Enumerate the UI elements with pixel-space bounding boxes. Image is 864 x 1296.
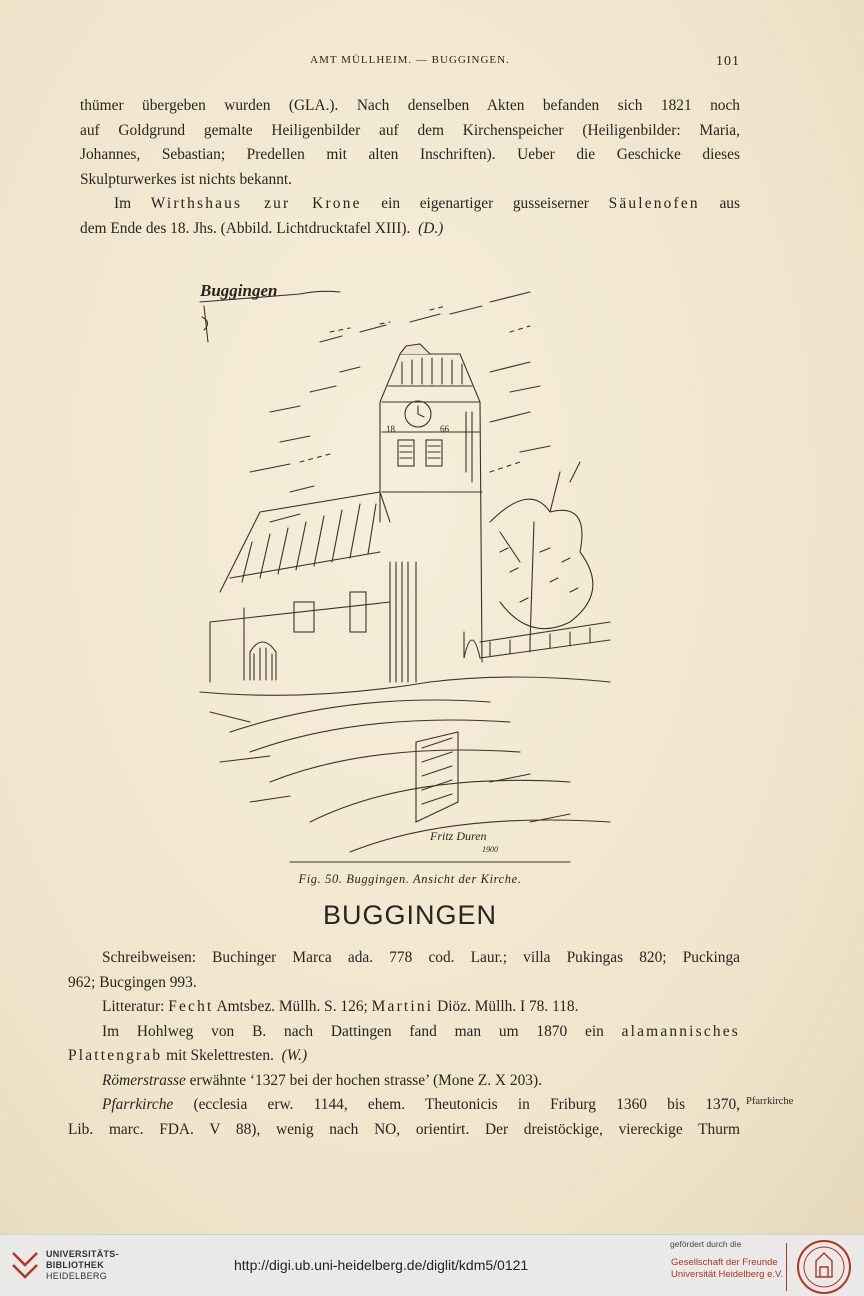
path-hatching <box>230 700 610 852</box>
university-library-logo-icon[interactable] <box>10 1247 40 1285</box>
tower-cap <box>400 344 430 354</box>
text-line: Johannes, Sebastian; Predellen mit alten Inschriften). Ueber die Geschicke dieses <box>80 146 740 163</box>
text-line: Im Hohlweg von B. nach Dattingen fand man um 1870 ein alamannisches <box>102 1022 740 1040</box>
church-sketch <box>190 262 620 872</box>
tree-canopy <box>490 499 593 629</box>
clock-hands <box>418 406 424 417</box>
text-line: Plattengrab mit Skelettresten. (W.) <box>68 1047 308 1064</box>
sky-hatching <box>250 292 550 522</box>
ground-line <box>200 677 610 695</box>
signature-year: 1900 <box>482 845 498 854</box>
tower-year-left: 18 <box>386 424 395 434</box>
louvre-lines <box>400 446 440 458</box>
running-head <box>80 54 740 74</box>
university-seal-icon[interactable] <box>796 1239 852 1295</box>
text-line: Römerstrasse erwähnte ‘1327 bei der hochen strasse’ (Mone Z. X 203). <box>102 1071 542 1089</box>
text-line: Pfarrkirche (ecclesia erw. 1144, ehem. Theutonicis in Friburg 1360 bis 1370, <box>102 1096 740 1113</box>
roof-hatching <box>402 358 462 384</box>
tower-outline <box>380 354 482 662</box>
footer-bar <box>0 1234 864 1296</box>
text-line: thümer übergeben wurden (GLA.). Nach denselben Akten befanden sich 1821 noch <box>80 97 740 114</box>
tower-door <box>464 632 480 658</box>
text-line: auf Goldgrund gemalte Heiligenbilder auf dem Kirchenspeicher (Heiligenbilder: Maria, <box>80 121 740 139</box>
figure-caption: Fig. 50. Buggingen. Ansicht der Kirche. <box>298 872 522 886</box>
spaced-term: alamannisches <box>621 1022 740 1040</box>
page-number: 101 <box>716 54 740 69</box>
text-block-bottom <box>68 946 740 1142</box>
nave-roof <box>210 492 390 682</box>
spaced-term: Fecht <box>168 998 214 1015</box>
side-hatching <box>390 562 416 682</box>
text-line: Im Wirthshaus zur Krone ein eigenartiger gusseiserner Säulenofen aus <box>114 195 740 212</box>
sponsor-divider <box>786 1243 787 1291</box>
author-initials: (W.) <box>281 1047 308 1064</box>
section-title: BUGGINGEN <box>322 900 498 930</box>
tower-bands <box>382 386 482 492</box>
sky-dashes <box>300 306 530 472</box>
text-block-top <box>80 94 740 241</box>
tree-leaves <box>500 548 578 602</box>
text-line: Lib. marc. FDA. V 88), wenig nach NO, orientirt. Der dreistöckige, viereckige Thurm <box>68 1120 740 1138</box>
church-illustration <box>190 262 620 872</box>
margin-note: Pfarrkirche <box>746 1096 794 1107</box>
italic-term: Römerstrasse <box>102 1071 186 1089</box>
text-line: 962; Bucgingen 993. <box>68 973 197 991</box>
text-line: Schreibweisen: Buchinger Marca ada. 778 cod. Laur.; villa Pukingas 820; Puckinga <box>102 949 740 966</box>
door-shading <box>254 648 272 680</box>
spaced-term: Säulenofen <box>608 195 700 212</box>
tower-side-window <box>350 592 366 632</box>
belfry-window-left <box>398 440 414 466</box>
nave-roof-hatching <box>242 504 376 582</box>
nave-window <box>294 602 314 632</box>
tower-year-right: 66 <box>440 424 449 434</box>
running-head-title: AMT MÜLLHEIM. — BUGGINGEN. <box>310 54 510 66</box>
sponsor-name-link[interactable]: Gesellschaft der Freunde Universität Heidelberg e.V. <box>671 1257 784 1280</box>
text-line: dem Ende des 18. Jhs. (Abbild. Lichtdrucktafel XIII). (D.) <box>80 219 444 237</box>
title-flourish-stem <box>202 306 208 342</box>
retaining-wall <box>416 732 458 822</box>
foreground-strokes <box>210 712 570 862</box>
tower-shading <box>466 412 472 482</box>
wall-hatching <box>422 738 452 804</box>
artist-signature: Fritz Duren <box>430 829 487 843</box>
sketch-title: Buggingen <box>200 281 278 300</box>
spaced-term: Martini <box>371 998 434 1015</box>
italic-term: Pfarrkirche <box>102 1096 174 1113</box>
document-url-link[interactable]: http://digi.ub.uni-heidelberg.de/diglit/kdm5/0121 <box>234 1257 529 1273</box>
belfry-window-right <box>426 440 442 466</box>
author-initials: (D.) <box>418 219 444 237</box>
churchyard-fence <box>480 622 610 658</box>
text-line: Litteratur: Fecht Amtsbez. Müllh. S. 126; Martini Diöz. Müllh. I 78. 118. <box>102 998 579 1015</box>
spaced-term: Wirthshaus zur Krone <box>150 195 362 212</box>
spaced-term: Plattengrab <box>68 1047 163 1064</box>
sponsor-label: gefördert durch die <box>670 1239 742 1249</box>
university-library-name[interactable]: UNIVERSITÄTS- BIBLIOTHEK HEIDELBERG <box>46 1249 119 1281</box>
text-line: Skulpturwerkes ist nichts bekannt. <box>80 170 293 188</box>
